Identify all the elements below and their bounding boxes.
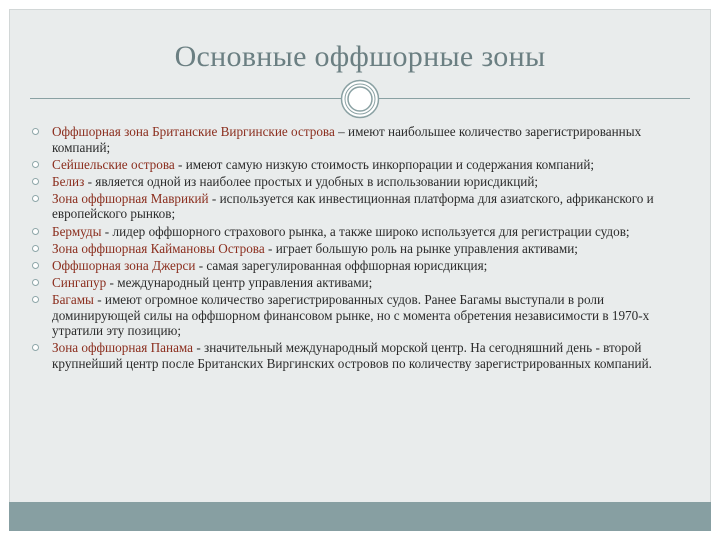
footer-bar <box>9 502 711 531</box>
bullet-icon <box>32 279 39 286</box>
zone-description: - используется как инвестиционная платформа для азиатского, африканского и европейского рынков; <box>52 190 654 222</box>
zone-description: - имеют огромное количество зарегистрированных судов. Ранее Багамы выступали в роли доминирующей силы на оффшорном финансовом рынке, но с момента обретения независимости в 1970-х утратили эту позицию; <box>52 291 650 339</box>
list-item <box>30 157 690 173</box>
list-item <box>30 258 690 274</box>
zone-name: Зона оффшорная Панама <box>52 340 194 356</box>
bullet-icon <box>32 296 39 303</box>
zone-name: Багамы <box>52 291 94 307</box>
zone-name: Сингапур <box>52 274 107 290</box>
list-item <box>30 174 690 190</box>
zone-description: - самая зарегулированная оффшорная юрисдикция; <box>195 257 488 273</box>
zone-description: - значительный международный морской центр. На сегодняшний день - второй крупнейший центр после Британских Виргинских островов по количеству зарегистрированных компаний. <box>52 340 652 371</box>
zone-name: Оффшорная зона Джерси <box>52 257 196 273</box>
zone-name: Белиз <box>52 173 85 189</box>
list-item <box>30 224 690 240</box>
zone-description: - играет большую роль на рынке управления активами; <box>264 240 578 256</box>
zone-description: – имеют наибольшее количество зарегистрированных компаний; <box>52 124 642 155</box>
slide-content <box>30 124 690 373</box>
list-item <box>30 275 690 291</box>
bullet-icon <box>32 344 39 351</box>
slide-title: Основные оффшорные зоны <box>174 40 546 73</box>
concentric-circle-ornament-icon <box>340 79 380 119</box>
zone-name: Сейшельские острова <box>52 156 175 172</box>
bullet-icon <box>32 178 39 185</box>
bullet-icon <box>32 161 39 168</box>
zone-name: Оффшорная зона Британские Виргинские острова <box>52 124 335 139</box>
list-item <box>30 241 690 257</box>
bullet-list <box>30 124 690 371</box>
bullet-icon <box>32 228 39 235</box>
list-item <box>30 191 690 222</box>
divider-line-right <box>377 98 690 99</box>
zone-name: Зона оффшорная Каймановы Острова <box>52 240 265 256</box>
zone-description: - является одной из наиболее простых и удобных в использовании юрисдикций; <box>84 173 539 189</box>
zone-description: - международный центр управления активами; <box>106 274 373 290</box>
bullet-icon <box>32 128 39 135</box>
zone-description: - имеют самую низкую стоимость инкорпорации и содержания компаний; <box>174 156 595 172</box>
bullet-icon <box>32 195 39 202</box>
list-item <box>30 124 690 155</box>
zone-name: Зона оффшорная Маврикий <box>52 190 209 206</box>
zone-name: Бермуды <box>52 223 102 239</box>
bullet-icon <box>32 245 39 252</box>
divider-line-left <box>30 98 343 99</box>
zone-description: - лидер оффшорного страхового рынка, а также широко используется для регистрации судов; <box>101 223 630 239</box>
list-item <box>30 340 690 371</box>
bullet-icon <box>32 262 39 269</box>
list-item <box>30 292 690 339</box>
